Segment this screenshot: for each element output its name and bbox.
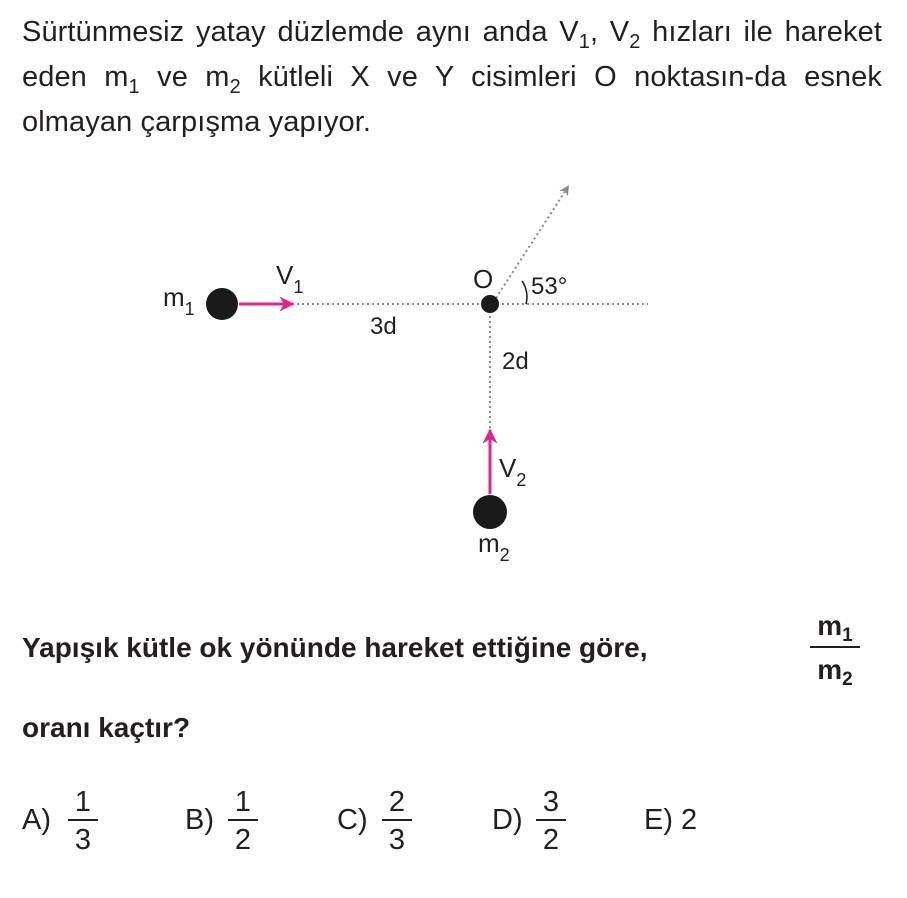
collision-point [481, 295, 499, 313]
ratio-denominator-sub: 2 [842, 669, 853, 690]
option-b[interactable] [185, 786, 275, 856]
intro-sub-m1: 1 [128, 76, 140, 98]
option-b-letter: B) [185, 804, 214, 836]
option-e[interactable] [644, 786, 734, 856]
option-b-fraction: 1 2 [228, 786, 258, 856]
angle-label: 53° [531, 273, 568, 300]
ratio-numerator: $m_1$ [817, 610, 853, 646]
m1-label: $m_1$ [163, 282, 195, 319]
option-a[interactable] [22, 786, 112, 856]
distance-2d-label: 2d [502, 348, 529, 375]
intro-text-1: Sürtünmesiz yatay düzlemde aynı anda V [22, 16, 579, 48]
m2-label: $m_2$ [478, 528, 510, 565]
option-a-fraction: 1 3 [68, 786, 98, 856]
ratio-numerator-sub: 1 [842, 625, 853, 646]
v1-label: $V_1$ [276, 260, 304, 297]
mass-ratio-fraction [810, 608, 860, 688]
v2-label-sub: 2 [516, 470, 527, 490]
origin-label: O [473, 264, 494, 294]
m1-label-sub: 1 [184, 299, 195, 319]
question-text-2: oranı kaçtır? [22, 712, 191, 743]
intro-sub-v2: 2 [629, 31, 641, 53]
body-m2 [473, 495, 507, 529]
question-text: Yapışık kütle ok yönünde hareket ettiğine göre, [22, 632, 648, 663]
intro-sub-v1: 1 [578, 31, 590, 53]
intro-text-5: kütleli X ve Y cisimleri O noktasın-da esnek olmayan çarpışma yapıyor. [22, 61, 882, 138]
ratio-bar [810, 646, 860, 648]
option-e-text: E) 2 [644, 804, 698, 836]
option-a-letter: A) [22, 804, 51, 836]
intro-text-4: ve m [139, 61, 230, 93]
ratio-denominator: $m_2$ [817, 654, 853, 690]
option-d-letter: D) [492, 804, 523, 836]
v2-label: $V_2$ [499, 453, 527, 490]
body-m1 [206, 288, 238, 320]
option-c-fraction: 2 3 [382, 786, 412, 856]
intro-text-2: , V [589, 16, 630, 48]
intro-text-3: hızları ile hareket eden m [22, 16, 882, 93]
distance-3d-label: 3d [370, 313, 397, 340]
v1-label-sub: 1 [293, 277, 304, 297]
option-d-fraction: 3 2 [536, 786, 566, 856]
option-c-letter: C) [337, 804, 368, 836]
option-c[interactable] [337, 786, 427, 856]
m2-label-sub: 2 [499, 545, 510, 565]
intro-sub-m2: 2 [229, 76, 241, 98]
angle-arc [522, 281, 527, 304]
option-d[interactable] [492, 786, 582, 856]
